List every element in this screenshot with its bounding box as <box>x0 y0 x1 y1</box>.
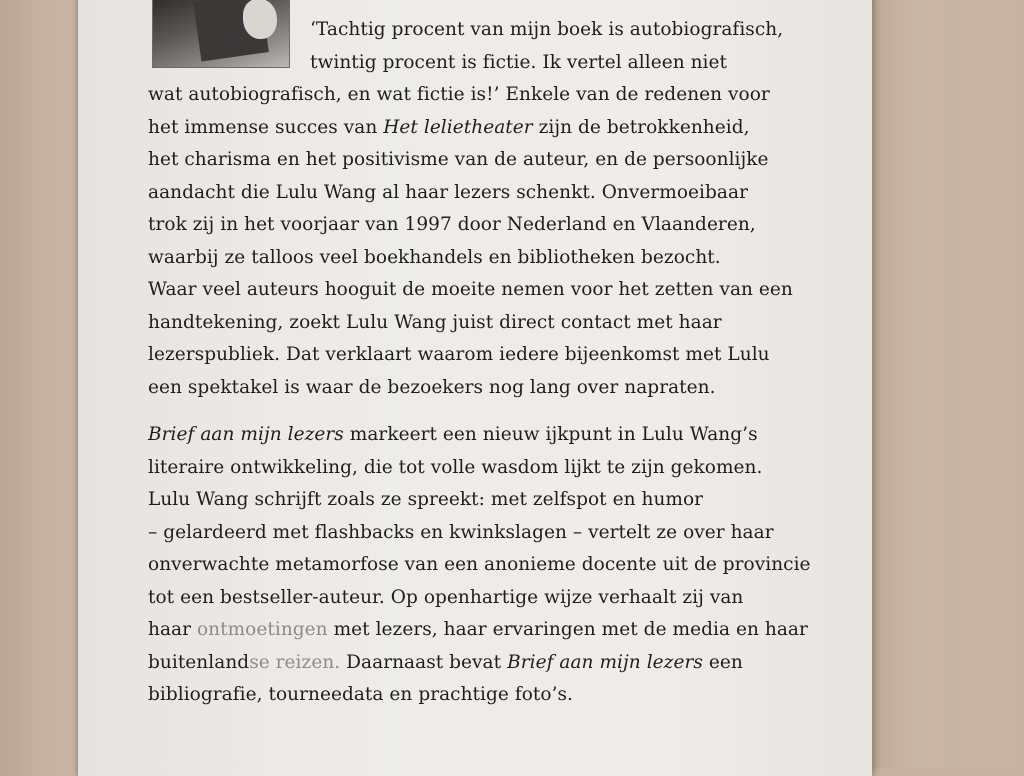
text-line: haar ontmoetingen met lezers, haar ervaringen met de media en haar <box>148 619 808 640</box>
text-line: Waar veel auteurs hooguit de moeite nemen voor het zetten van een <box>148 279 793 300</box>
text-line: trok zij in het voorjaar van 1997 door Nederland en Vlaanderen, <box>148 214 756 235</box>
text-line: lezerspubliek. Dat verklaart waarom iedere bijeenkomst met Lulu <box>148 344 770 365</box>
text-line: literaire ontwikkeling, die tot volle wasdom lijkt te zijn gekomen. <box>148 456 763 478</box>
text-line: – gelardeerd met flashbacks en kwinkslagen – vertelt ze over haar <box>148 521 774 543</box>
text-line: handtekening, zoekt Lulu Wang juist direct contact met haar <box>148 311 722 333</box>
paragraph-gap <box>148 404 838 419</box>
text-line: tot een bestseller-auteur. Op openhartige wijze verhaalt zij van <box>148 586 744 608</box>
text-line: ‘Tachtig procent van mijn boek is autobiografisch, <box>310 19 784 40</box>
text-line: Lulu Wang schrijft zoals ze spreekt: met zelfspot en humor <box>148 489 704 510</box>
text-line: aandacht die Lulu Wang al haar lezers schenkt. Onvermoeibaar <box>148 181 748 203</box>
text-line: wat autobiografisch, en wat fictie is!’ Enkele van de redenen voor <box>148 84 770 105</box>
text-line: bibliografie, tourneedata en prachtige foto’s. <box>148 684 573 705</box>
book-back-cover <box>78 0 872 776</box>
text-line: twintig procent is fictie. Ik vertel alleen niet <box>310 51 728 73</box>
text-line: waarbij ze talloos veel boekhandels en bibliotheken bezocht. <box>148 246 721 268</box>
text-line: een spektakel is waar de bezoekers nog lang over napraten. <box>148 376 716 398</box>
table-surface <box>870 0 1024 768</box>
book-title: Brief aan mijn lezers <box>148 424 344 445</box>
text-line: buitenlandse reizen. Daarnaast bevat Brief aan mijn lezers een <box>148 651 743 673</box>
text-line: het charisma en het positivisme van de auteur, en de persoonlijke <box>148 149 769 170</box>
book-title: Het lelietheater <box>383 116 533 138</box>
text-line: het immense succes van Het lelietheater zijn de betrokkenheid, <box>148 116 750 138</box>
text-line: Brief aan mijn lezers markeert een nieuw ijkpunt in Lulu Wang’s <box>148 424 758 445</box>
book-title: Brief aan mijn lezers <box>507 651 703 673</box>
text-line: onverwachte metamorfose van een anonieme docente uit de provincie <box>148 554 811 575</box>
blurb-text <box>148 14 838 712</box>
